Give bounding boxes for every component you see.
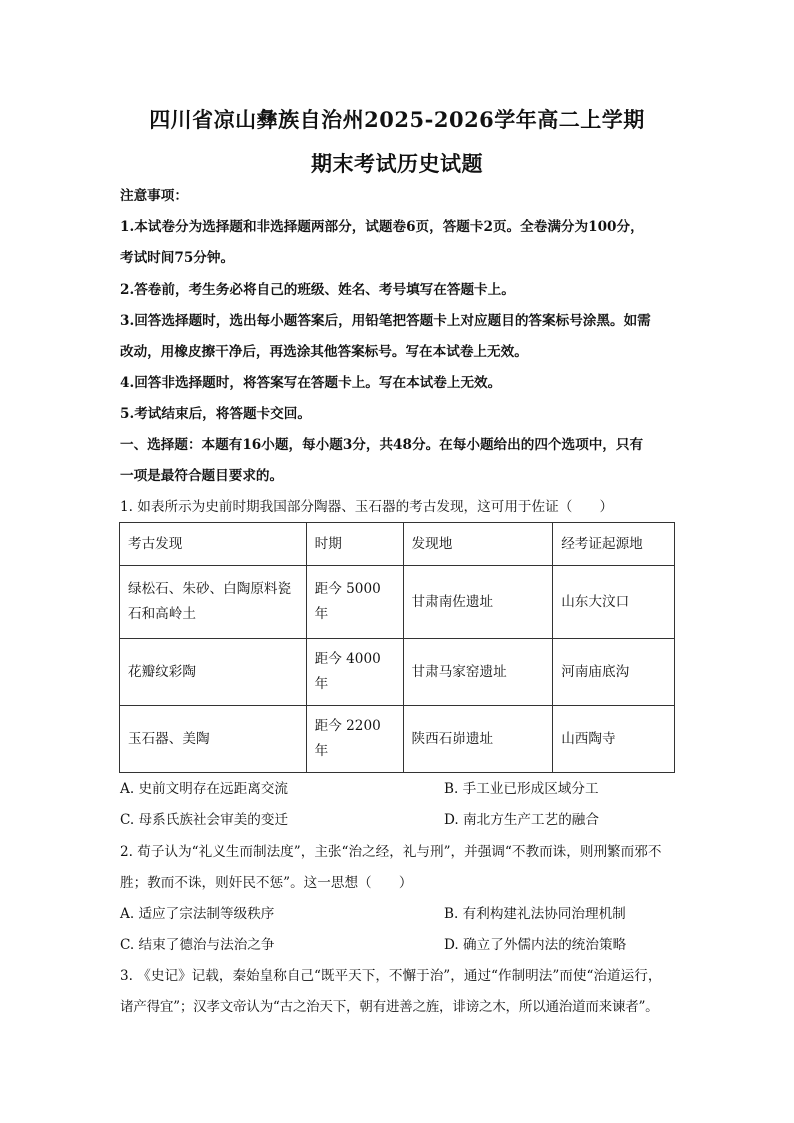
notice-item-1-cont: 考试时间75分钟。 xyxy=(120,250,235,266)
notice-item-1: 1.本试卷分为选择题和非选择题两部分，试题卷6页，答题卡2页。全卷满分为100分， xyxy=(120,219,644,235)
table-cell-origin: 山西陶寺 xyxy=(553,706,675,773)
table-cell-discovery: 花瓣纹彩陶 xyxy=(120,639,307,706)
table-cell-origin: 山东大汶口 xyxy=(553,566,675,639)
table-cell-origin: 河南庙底沟 xyxy=(553,639,675,706)
table-header-cell: 经考证起源地 xyxy=(553,523,675,566)
section1-heading-cont: 一项是最符合题目要求的。 xyxy=(120,468,284,484)
q1-option-b: B. 手工业已形成区域分工 xyxy=(444,781,599,797)
notice-item-3: 3.回答选择题时，选出每小题答案后，用铅笔把答题卡上对应题目的答案标号涂黑。如需 xyxy=(120,313,651,329)
table-cell-site: 甘肃马家窑遗址 xyxy=(403,639,553,706)
table-header-cell: 发现地 xyxy=(403,523,553,566)
table-cell-period: 距今 4000 年 xyxy=(306,639,403,706)
notice-item-3-cont: 改动，用橡皮擦干净后，再选涂其他答案标号。写在本试卷上无效。 xyxy=(120,344,528,360)
exam-title-line2: 期末考试历史试题 xyxy=(311,151,483,176)
table-header-row xyxy=(120,523,675,566)
exam-title-line1: 四川省凉山彝族自治州2025-2026学年高二上学期 xyxy=(149,107,645,132)
table-cell-discovery: 玉石器、美陶 xyxy=(120,706,307,773)
q3-stem: 3. 《史记》记载，秦始皇称自己“既平天下，不懈于治”，通过“作制明法”而使“治道运行， xyxy=(120,968,662,984)
table-row xyxy=(120,566,675,639)
table-header-cell: 时期 xyxy=(306,523,403,566)
table-cell-site: 甘肃南佐遗址 xyxy=(403,566,553,639)
q3-stem-cont: 诸产得宜”；汉孝文帝认为“古之治天下，朝有进善之旌，诽谤之木，所以通治道而来谏者”。 xyxy=(120,999,659,1015)
q1-option-c: C. 母系氏族社会审美的变迁 xyxy=(120,812,289,828)
section1-heading: 一、选择题：本题有16小题，每小题3分，共48分。在每小题给出的四个选项中，只有 xyxy=(120,437,644,453)
table-header-cell: 考古发现 xyxy=(120,523,307,566)
table-cell-text: 石和高岭土 xyxy=(128,606,196,622)
notice-item-4: 4.回答非选择题时，将答案写在答题卡上。写在本试卷上无效。 xyxy=(120,375,502,391)
q1-stem: 1. 如表所示为史前时期我国部分陶器、玉石器的考古发现，这可用于佐证（ ） xyxy=(120,499,614,515)
table-cell-period: 距今 2200 年 xyxy=(306,706,403,773)
table-cell-text: 绿松石、朱砂、白陶原料瓷 xyxy=(128,581,292,597)
notice-item-5: 5.考试结束后，将答题卡交回。 xyxy=(120,406,311,422)
notice-item-2: 2.答卷前，考生务必将自己的班级、姓名、考号填写在答题卡上。 xyxy=(120,282,515,298)
q1-option-d: D. 南北方生产工艺的融合 xyxy=(444,812,599,828)
notice-heading: 注意事项： xyxy=(120,188,188,204)
q2-option-d: D. 确立了外儒内法的统治策略 xyxy=(444,937,627,953)
table-cell-site: 陕西石峁遗址 xyxy=(403,706,553,773)
table-cell-period: 距今 5000 年 xyxy=(306,566,403,639)
q2-option-c: C. 结束了德治与法治之争 xyxy=(120,937,275,953)
table-cell-discovery xyxy=(120,566,307,639)
archaeology-table xyxy=(119,522,675,773)
q2-stem: 2. 荀子认为“礼义生而制法度”，主张“治之经，礼与刑”，并强调“不教而诛，则刑繁而邪不 xyxy=(120,844,662,860)
table-row xyxy=(120,639,675,706)
q2-option-b: B. 有利构建礼法协同治理机制 xyxy=(444,906,626,922)
q2-option-a: A. 适应了宗法制等级秩序 xyxy=(120,906,275,922)
q1-option-a: A. 史前文明存在远距离交流 xyxy=(120,781,288,797)
table-row xyxy=(120,706,675,773)
q2-stem-cont: 胜；教而不诛，则奸民不惩”。这一思想（ ） xyxy=(120,875,413,891)
